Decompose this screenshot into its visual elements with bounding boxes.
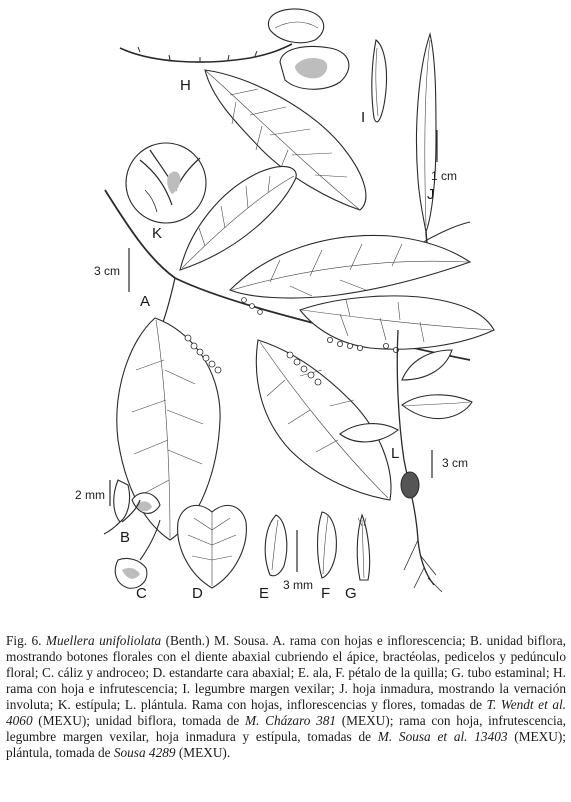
label-j: J [427, 186, 435, 203]
scale-j: 1 cm [431, 169, 458, 183]
scale-ef: 3 mm [283, 578, 313, 592]
label-i: I [361, 109, 366, 126]
scale-l: 3 cm [442, 456, 469, 470]
part-i-legume [372, 40, 387, 122]
label-b: B [120, 529, 131, 546]
scale-b: 2 mm [75, 488, 105, 502]
caption-description: (Benth.) M. Sousa. A. rama con hojas e inflorescencia; B. unidad biflora, mostrando botones florales con el diente abaxial cubriendo el ápice, bractéolas, pedicelos y pedúnculo floral; C. cáliz y androceo; D. estandarte cara abaxial; E. ala, F. pétalo de la quilla; G. tubo estaminal; H. rama con hoja e infrutescencia; I. legumbre margen vexilar; J. hoja inmadura, mostrando la vernación involuta; K. estípula; L. plántula. Rama con hojas, inflorescencias y flores, tomadas de [6, 633, 567, 712]
caption-text-3: (MEXU); plántula, tomada de [6, 729, 566, 760]
figure-caption [6, 633, 566, 761]
caption-text-2: (MEXU); rama con hoja, infrutescencia, legumbre margen vexilar, hoja inmadura y estípula, tomadas de [6, 713, 566, 744]
label-h: H [180, 77, 191, 94]
caption-species: Muellera unifoliolata [45, 633, 162, 648]
label-e: E [259, 585, 270, 602]
caption-collector-3: M. Sousa et al. 13403 [377, 729, 508, 744]
label-a: A [140, 293, 151, 310]
caption-collector-1: T. Wendt et al. 4060 [6, 697, 566, 728]
caption-collector-2: M. Cházaro 381 [245, 713, 337, 728]
part-j-leaf [417, 34, 471, 261]
part-f-keel-petal [318, 512, 337, 578]
label-l: L [391, 445, 400, 462]
label-d: D [192, 585, 203, 602]
part-k-stipule-inset [126, 143, 206, 223]
part-e-wing [265, 515, 297, 576]
label-f: F [321, 585, 331, 602]
caption-collector-4: Sousa 4289 [113, 745, 176, 760]
scale-a: 3 cm [94, 264, 121, 278]
part-d-standard [178, 505, 247, 588]
caption-text-1: (MEXU); unidad biflora, tomada de [32, 713, 245, 728]
caption-prefix: Fig. 6. [6, 633, 46, 648]
caption-suffix: (MEXU). [175, 745, 231, 760]
label-k: K [152, 225, 163, 242]
label-g: G [345, 585, 357, 602]
part-g-staminal-tube [357, 515, 369, 580]
label-c: C [136, 585, 147, 602]
